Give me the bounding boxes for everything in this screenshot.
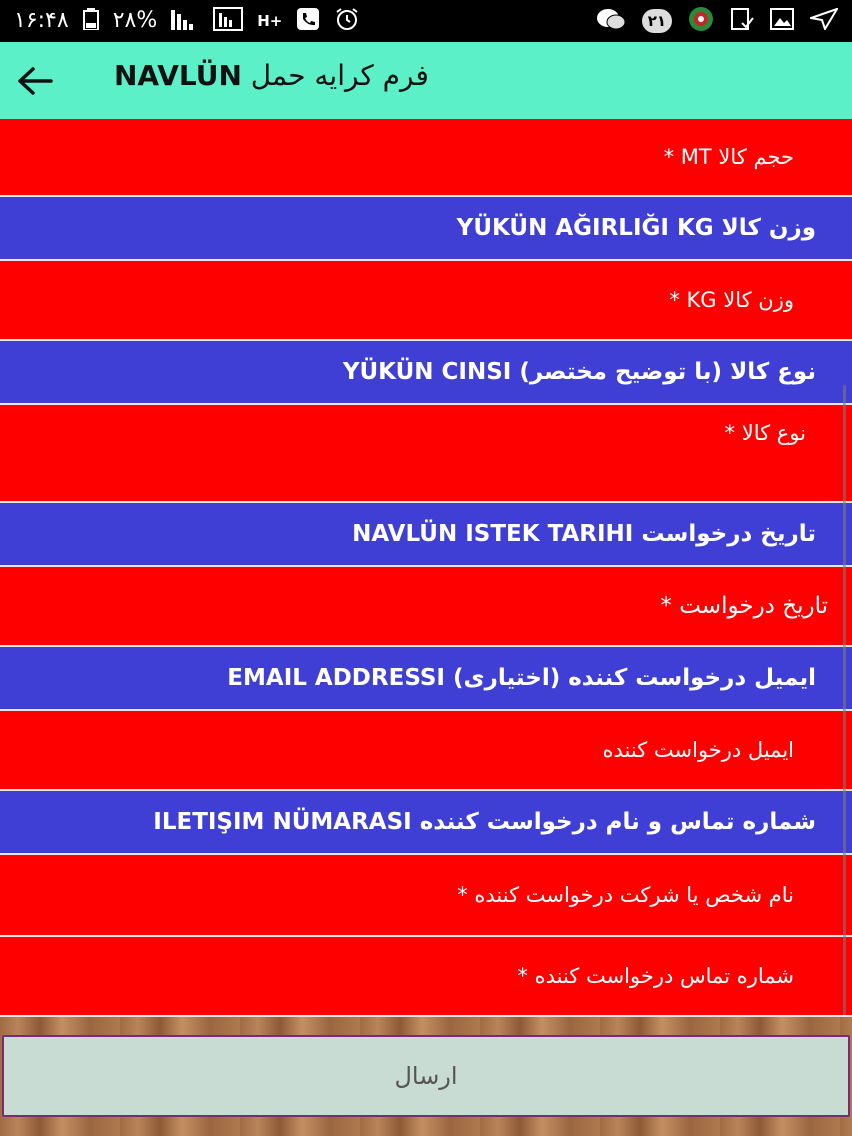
image-icon bbox=[770, 8, 794, 35]
status-time: ۱۶:۴۸ bbox=[14, 8, 69, 33]
weight-label: وزن کالا YÜKÜN AĞIRLIĞI KG bbox=[456, 215, 816, 241]
notification-badge: ۲۱ bbox=[642, 9, 672, 33]
phone-icon bbox=[296, 7, 320, 36]
submit-button[interactable]: ارسال bbox=[2, 1035, 850, 1117]
date-input-hint: تاریخ درخواست * bbox=[660, 593, 828, 619]
app-bar bbox=[0, 42, 852, 119]
page-title-bold: NAVLÜN bbox=[114, 59, 242, 92]
date-label: تاریخ درخواست NAVLÜN ISTEK TARIHI bbox=[352, 521, 816, 547]
form bbox=[0, 119, 852, 1017]
email-label: ایمیل درخواست کننده (اختیاری) EMAIL ADDRESSI bbox=[227, 665, 816, 691]
check-icon bbox=[730, 7, 754, 36]
name-input-hint: نام شخص یا شرکت درخواست کننده * bbox=[457, 883, 794, 907]
type-input[interactable] bbox=[0, 405, 852, 503]
email-label-row bbox=[0, 647, 852, 711]
phone-input[interactable] bbox=[0, 937, 852, 1017]
signal-icon bbox=[171, 8, 199, 35]
date-label-row bbox=[0, 503, 852, 567]
volume-input-hint: حجم کالا MT * bbox=[663, 145, 794, 169]
page-title bbox=[114, 59, 429, 92]
signal-icon-2 bbox=[213, 7, 243, 36]
app-icon bbox=[688, 6, 714, 37]
weight-input[interactable] bbox=[0, 261, 852, 341]
email-input-hint: ایمیل درخواست کننده bbox=[602, 738, 794, 762]
phone-input-hint: شماره تماس درخواست کننده * bbox=[517, 964, 794, 988]
back-button[interactable] bbox=[0, 42, 70, 119]
alarm-icon bbox=[334, 7, 360, 36]
wechat-icon bbox=[596, 8, 626, 35]
status-bar bbox=[0, 0, 852, 42]
status-left bbox=[14, 7, 360, 36]
arrow-left-icon bbox=[17, 66, 53, 96]
page-title-rest: فرم کرایه حمل bbox=[250, 59, 429, 92]
data-icon: H+ bbox=[257, 11, 283, 30]
contact-label-row bbox=[0, 791, 852, 855]
type-label-row bbox=[0, 341, 852, 405]
battery-icon bbox=[83, 8, 99, 35]
weight-label-row bbox=[0, 197, 852, 261]
battery-percent: ۲۸% bbox=[112, 8, 158, 33]
volume-input[interactable] bbox=[0, 119, 852, 197]
name-input[interactable] bbox=[0, 855, 852, 937]
weight-input-hint: وزن کالا KG * bbox=[669, 288, 794, 312]
type-label: نوع کالا (با توضیح مختصر) YÜKÜN CINSI bbox=[342, 359, 816, 385]
status-right bbox=[596, 6, 838, 37]
date-input[interactable] bbox=[0, 567, 852, 647]
scrollbar[interactable] bbox=[843, 385, 846, 1015]
email-input[interactable] bbox=[0, 711, 852, 791]
type-input-hint: نوع کالا * bbox=[724, 421, 806, 445]
location-icon bbox=[810, 8, 838, 35]
contact-label: شماره تماس و نام درخواست کننده ILETIŞIM NÜMARASI bbox=[153, 809, 816, 835]
